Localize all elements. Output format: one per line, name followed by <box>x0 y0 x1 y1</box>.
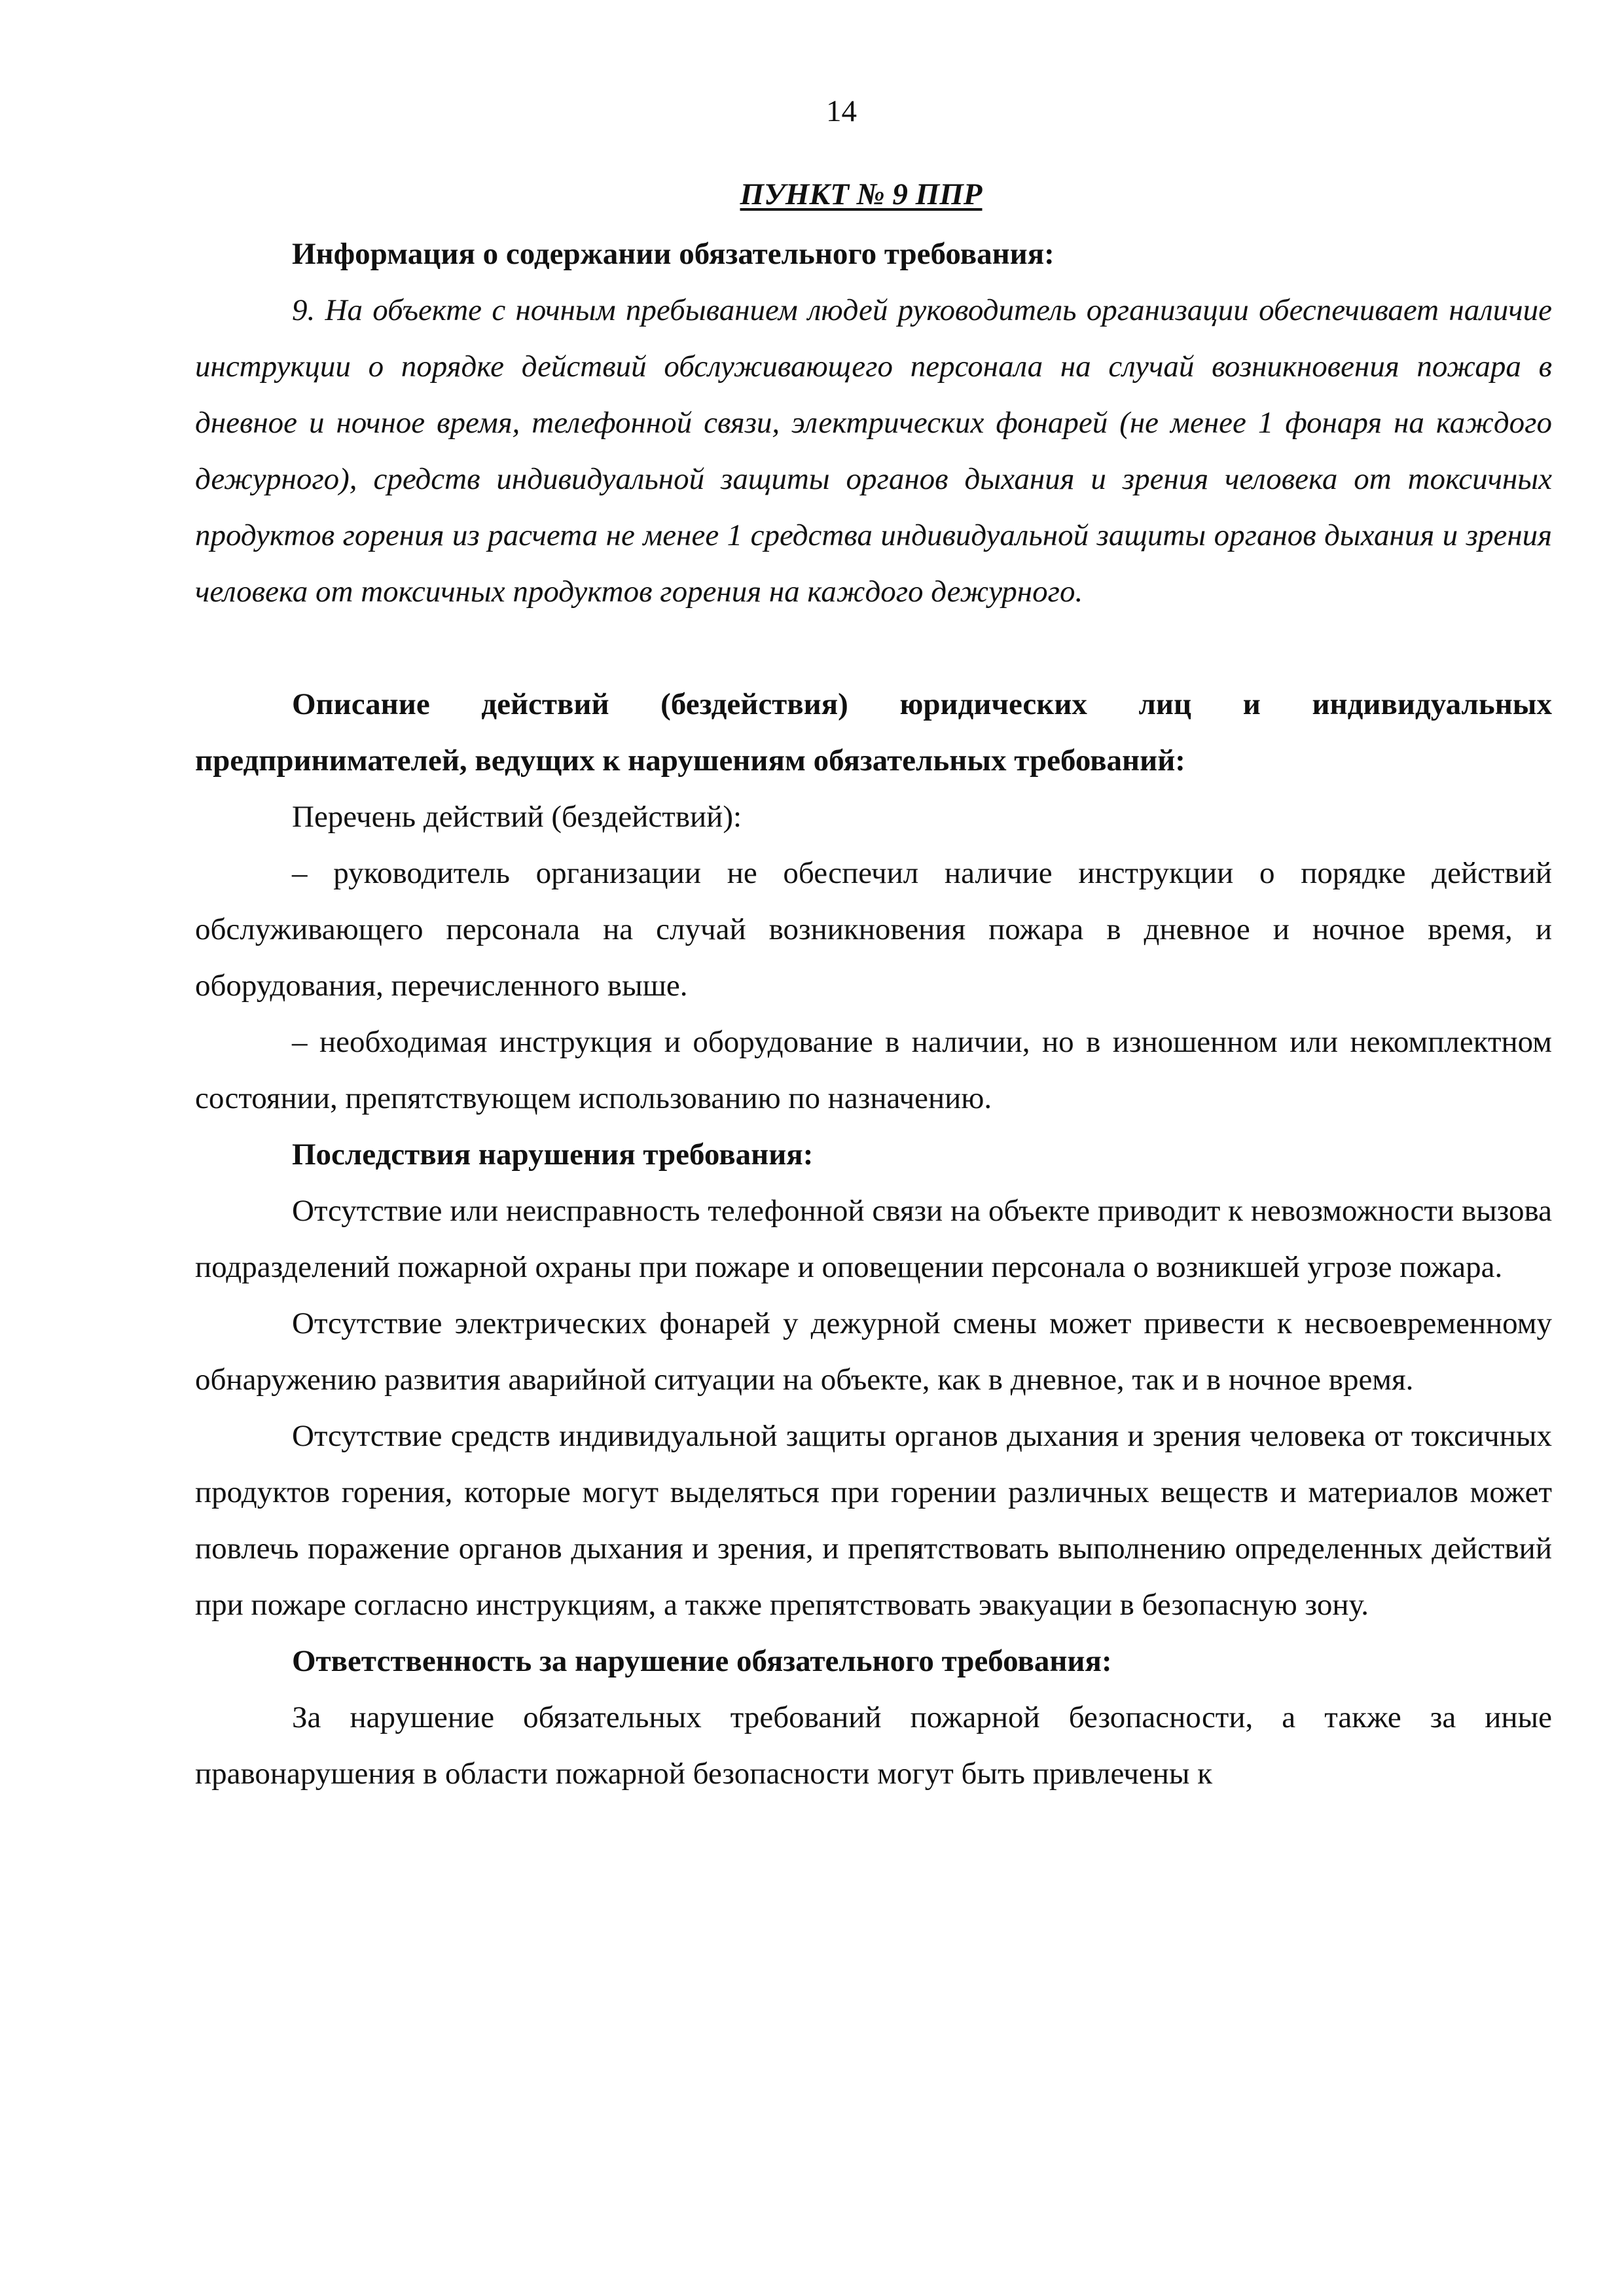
violations-heading: Описание действий (бездействия) юридических лиц и индивидуальных предпринимателей, ведущих к нарушениям обязательных требований: <box>195 687 1552 778</box>
violations-list-intro: Перечень действий (бездействий): <box>292 800 742 834</box>
responsibility-text: За нарушение обязательных требований пожарной безопасности, а также за иные правонарушения в области пожарной безопасности могут быть привлечены к <box>195 1700 1552 1791</box>
responsibility-heading: Ответственность за нарушение обязательного требования: <box>292 1644 1112 1678</box>
violation-item: – руководитель организации не обеспечил наличие инструкции о порядке действий обслуживающего персонала на случай возникновения пожара в дневное и ночное время, и оборудования, перечисленного выше. <box>195 856 1552 1003</box>
violation-item: – необходимая инструкция и оборудование в наличии, но в изношенном или некомплектном состоянии, препятствующем использованию по назначению. <box>195 1025 1552 1115</box>
consequence-paragraph: Отсутствие или неисправность телефонной связи на объекте приводит к невозможности вызова подразделений пожарной охраны при пожаре и оповещении персонала о возникшей угрозе пожара. <box>195 1194 1552 1284</box>
requirement-text: 9. На объекте с ночным пребыванием людей руководитель организации обеспечивает наличие инструкции о порядке действий обслуживающего персонала на случай возникновения пожара в дневное и ночное время, телефонной связи, электрических фонарей (не менее 1 фонаря на каждого дежурного), средств индивидуальной защиты органов дыхания и зрения человека от токсичных продуктов горения из расчета не менее 1 средства индивидуальной защиты органов дыхания и зрения человека от токсичных продуктов горения на каждого дежурного. <box>195 293 1552 609</box>
consequence-paragraph: Отсутствие электрических фонарей у дежурной смены может привести к несвоевременному обнаружению развития аварийной ситуации на объекте, как в дневное, так и в ночное время. <box>195 1306 1552 1397</box>
section-title: ПУНКТ № 9 ППР <box>740 177 983 211</box>
document-body <box>195 226 1552 1802</box>
page-number: 14 <box>826 94 857 128</box>
consequences-heading: Последствия нарушения требования: <box>292 1138 814 1172</box>
requirement-heading: Информация о содержании обязательного требования: <box>292 237 1055 271</box>
consequence-paragraph: Отсутствие средств индивидуальной защиты органов дыхания и зрения человека от токсичных продуктов горения, которые могут выделяться при горении различных веществ и материалов может повлечь поражение органов дыхания и зрения, и препятствовать выполнению определенных действий при пожаре согласно инструкциям, а также препятствовать эвакуации в безопасную зону. <box>195 1419 1552 1622</box>
